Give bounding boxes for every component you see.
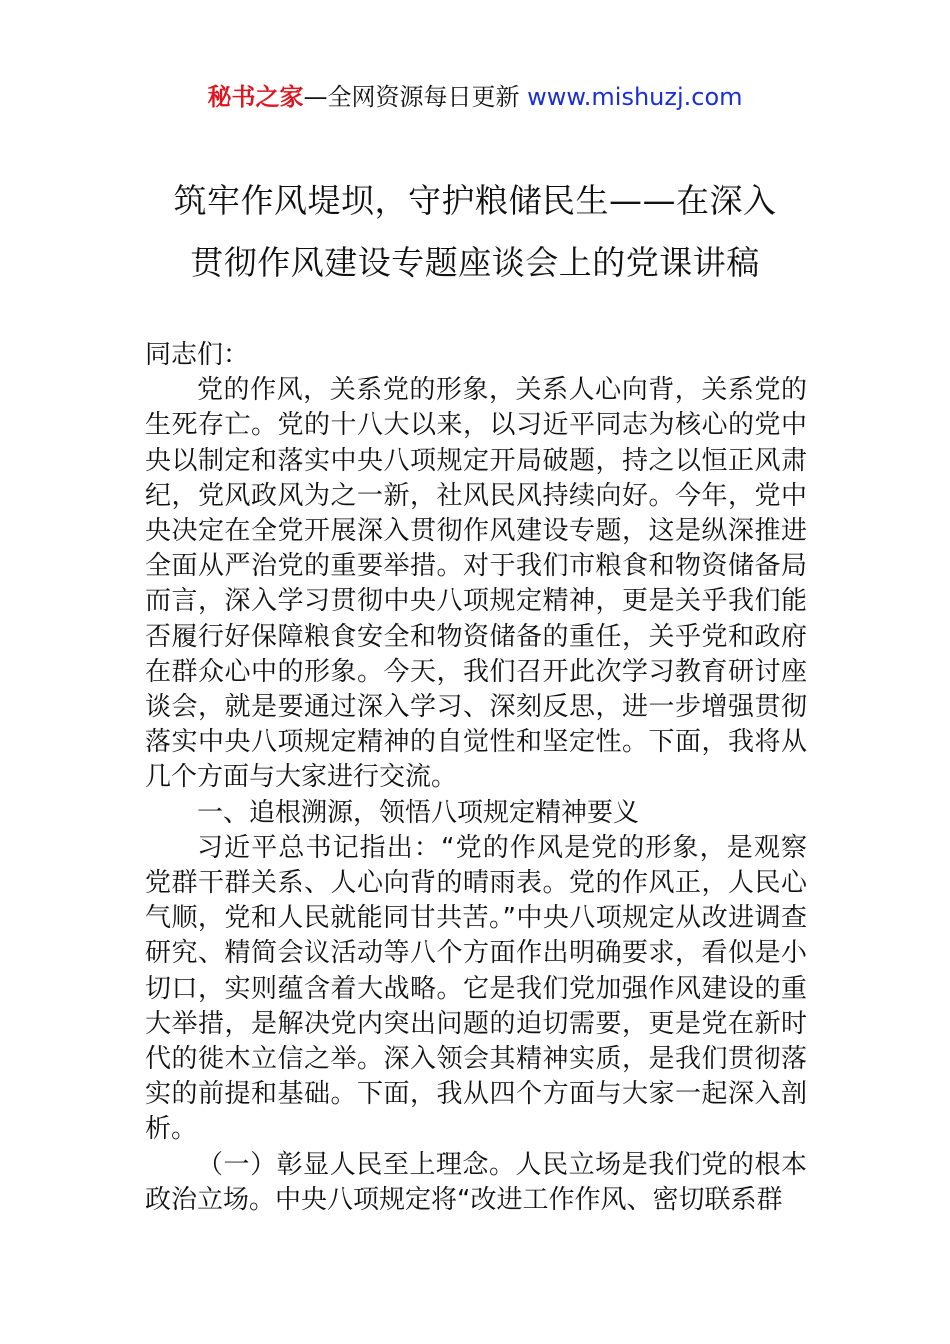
title-line-2: 贯彻作风建设专题座谈会上的党课讲稿 bbox=[190, 243, 760, 282]
paragraph-subsection-1: （一）彰显人民至上理念。人民立场是我们党的根本政治立场。中央八项规定将“改进工作作风、密切联系群 bbox=[145, 1149, 807, 1215]
paragraph-section-1: 习近平总书记指出：“党的作风是党的形象，是观察党群干群关系、人心向背的晴雨表。党的作风正，人民心气顺，党和人民就能同甘共苦。”中央八项规定从改进调查研究、精简会议活动等八个方面作出明确要求，看似是小切口，实则蕴含着大战略。它是我们党加强作风建设的重大举措，是解决党内突出问题的迫切需要，更是党在新时代的徙木立信之举。深入领会其精神实质，是我们贯彻落实的前提和基础。下面，我从四个方面与大家一起深入剖析。 bbox=[145, 832, 807, 1145]
paragraph-intro: 党的作风，关系党的形象，关系人心向背，关系党的生死存亡。党的十八大以来，以习近平同志为核心的党中央以制定和落实中央八项规定开局破题，持之以恒正风肃纪，党风政风为之一新，社风民风持续向好。今年，党中央决定在全党开展深入贯彻作风建设专题，这是纵深推进全面从严治党的重要举措。对于我们市粮食和物资储备局而言，深入学习贯彻中央八项规定精神，更是关乎我们能否履行好保障粮食安全和物资储备的重任，关乎党和政府在群众心中的形象。今天，我们召开此次学习教育研讨座谈会，就是要通过深入学习、深刻反思，进一步增强贯彻落实中央八项规定精神的自觉性和坚定性。下面，我将从几个方面与大家进行交流。 bbox=[145, 375, 807, 793]
site-brand: 秘书之家 bbox=[207, 83, 304, 111]
site-tagline: —全网资源每日更新 bbox=[303, 83, 528, 111]
title-line-1: 筑牢作风堤坝，守护粮储民生——在深入 bbox=[173, 181, 777, 220]
section-heading-1: 一、追根溯源，领悟八项规定精神要义 bbox=[197, 797, 640, 828]
salutation: 同志们： bbox=[145, 340, 250, 370]
site-header bbox=[0, 80, 950, 114]
document-body bbox=[145, 338, 807, 1218]
site-url-link[interactable]: www.mishuzj.com bbox=[527, 83, 743, 111]
document-title bbox=[100, 170, 850, 294]
